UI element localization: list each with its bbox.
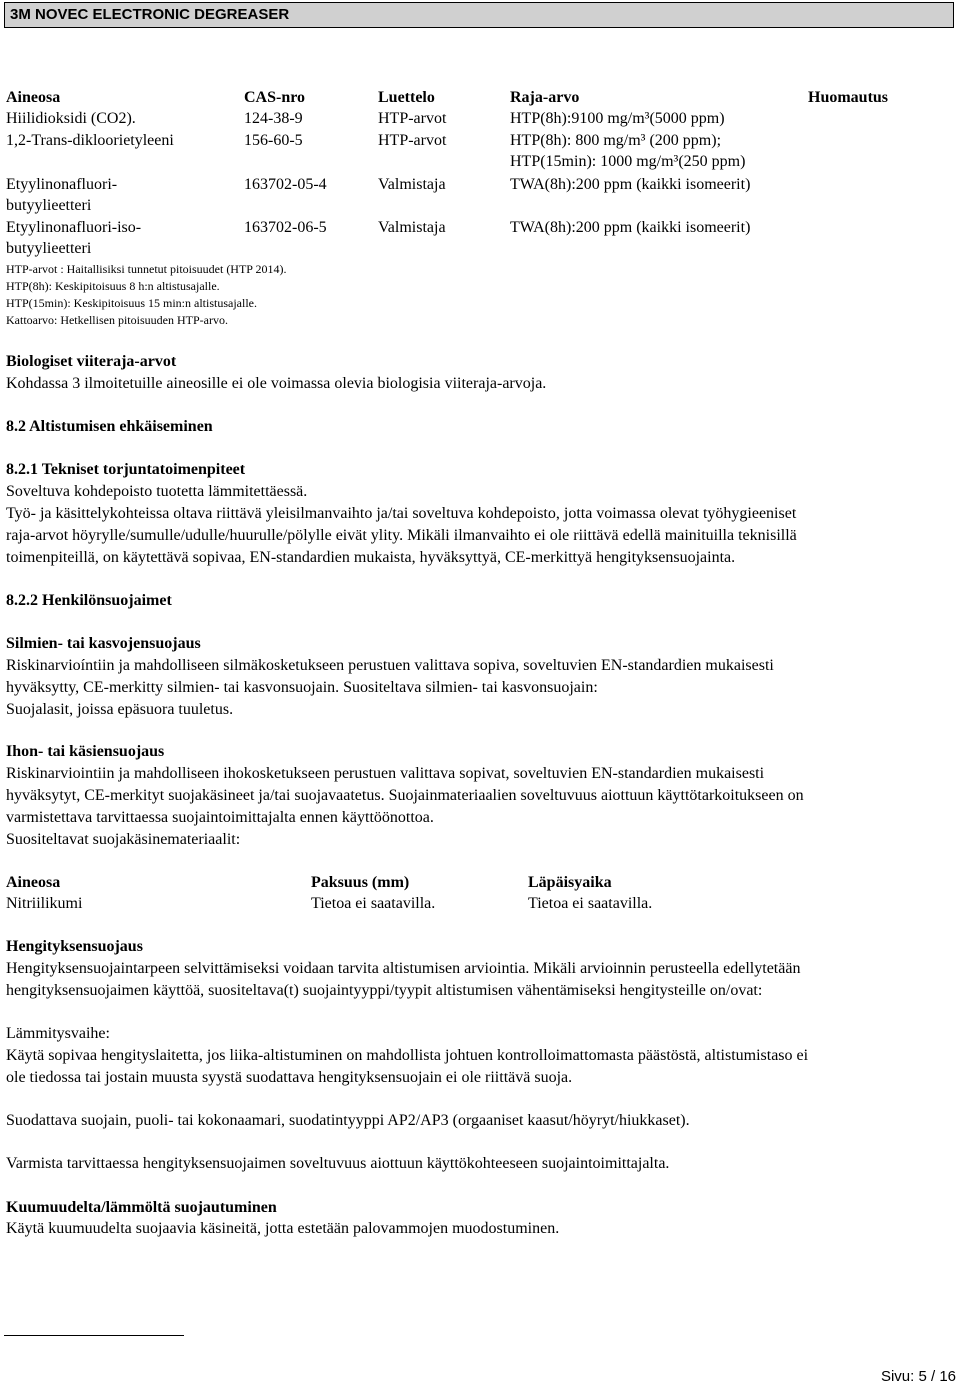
table-cell-ingredient: butyylieetteri: [6, 197, 92, 214]
column-header-material: Aineosa: [6, 874, 61, 891]
column-header-thickness: Paksuus (mm): [311, 874, 410, 891]
paragraph-line: toimenpiteillä, on käytettävä sopivaa, EN-standardien mukaista, hyväksyttyä, CE-merkittyä hengityksensuojainta.: [6, 549, 736, 566]
table-note: Kattoarvo: Hetkellisen pitoisuuden HTP-arvo.: [6, 313, 228, 327]
section-title-bio: Biologiset viiteraja-arvot: [6, 353, 177, 370]
paragraph-line: varmistettava tarvittaessa suojaintoimittajalta ennen käyttöönottoa.: [6, 809, 434, 826]
section-title-8-2-2: 8.2.2 Henkilönsuojaimet: [6, 592, 172, 609]
heating-label: Lämmitysvaihe:: [6, 1025, 110, 1042]
paragraph-line: hyväksytty, CE-merkitty silmien- tai kasvonsuojain. Suositeltava silmien- tai kasvonsuojain:: [6, 679, 598, 696]
paragraph-line: raja-arvot höyrylle/sumulle/udulle/huurulle/pölylle eivät ylity. Mikäli ilmanvaihto ei ole riittävä edellä mainituilla teknisillä: [6, 527, 797, 544]
column-header-limit: Raja-arvo: [510, 89, 580, 106]
paragraph-line: hyväksytyt, CE-merkityt suojakäsineet ja/tai suojavaatetus. Suojainmateriaalien soveltuvuus aiottuun käyttötarkoitukseen on: [6, 787, 804, 804]
table-cell-list: HTP-arvot: [378, 110, 447, 127]
section-title-8-2-1: 8.2.1 Tekniset torjuntatoimenpiteet: [6, 461, 246, 478]
table-cell-thickness: Tietoa ei saatavilla.: [311, 895, 436, 912]
table-cell-limit: HTP(8h): 800 mg/m³ (200 ppm);: [510, 132, 722, 149]
document-title: 3M NOVEC ELECTRONIC DEGREASER: [10, 6, 290, 23]
paragraph-line: Suositeltavat suojakäsinemateriaalit:: [6, 831, 241, 848]
table-cell-material: Nitriilikumi: [6, 895, 83, 912]
table-cell-cas: 124-38-9: [244, 110, 303, 127]
paragraph-line: Soveltuva kohdepoisto tuotetta lämmitettäessä.: [6, 483, 308, 500]
subsection-title-skin: Ihon- tai käsiensuojaus: [6, 743, 165, 760]
page-number: Sivu: 5 / 16: [880, 1368, 956, 1385]
paragraph-line: Riskinarviointiin ja mahdolliseen ihokosketukseen perustuen valittava sopivat, soveltuvien EN-standardien mukaisesti: [6, 765, 765, 782]
table-cell-ingredient: Etyylinonafluori-iso-: [6, 219, 142, 236]
paragraph-line: Riskinarvioíntiin ja mahdolliseen silmäkosketukseen perustuen valittava sopiva, soveltuvien EN-standardien mukaisesti: [6, 657, 774, 674]
paragraph-line: Hengityksensuojaintarpeen selvittämiseksi voidaan tarvita altistumisen arviointia. Mikäli arvioinnin perusteella edellytetään: [6, 960, 801, 977]
subsection-title-eye: Silmien- tai kasvojensuojaus: [6, 635, 201, 652]
column-header-note: Huomautus: [808, 89, 889, 106]
table-cell-breakthrough: Tietoa ei saatavilla.: [528, 895, 653, 912]
column-header-ingredient: Aineosa: [6, 89, 61, 106]
table-cell-limit: HTP(8h):9100 mg/m³(5000 ppm): [510, 110, 725, 127]
subsection-title-respiratory: Hengityksensuojaus: [6, 938, 143, 955]
section-title-8-2: 8.2 Altistumisen ehkäiseminen: [6, 418, 213, 435]
table-cell-cas: 163702-05-4: [244, 176, 327, 193]
subsection-title-thermal: Kuumuudelta/lämmöltä suojautuminen: [6, 1199, 277, 1216]
paragraph: Käytä kuumuudelta suojaavia käsineitä, jotta estetään palovammojen muodostuminen.: [6, 1220, 560, 1237]
column-header-cas: CAS-nro: [244, 89, 306, 106]
column-header-breakthrough: Läpäisyaika: [528, 874, 612, 891]
paragraph-line: Suojalasit, joissa epäsuora tuuletus.: [6, 701, 234, 718]
paragraph: Kohdassa 3 ilmoitetuille aineosille ei ole voimassa olevia biologisia viiteraja-arvoja.: [6, 375, 547, 392]
table-cell-cas: 163702-06-5: [244, 219, 327, 236]
paragraph-line: Työ- ja käsittelykohteissa oltava riittävä yleisilmanvaihto ja/tai soveltuva kohdepoisto, jotta voimassa olevat työhygieeniset: [6, 505, 797, 522]
table-cell-ingredient: Etyylinonafluori-: [6, 176, 118, 193]
table-note: HTP(15min): Keskipitoisuus 15 min:n altistusajalle.: [6, 296, 257, 310]
table-note: HTP(8h): Keskipitoisuus 8 h:n altistusajalle.: [6, 279, 220, 293]
table-cell-list: Valmistaja: [378, 176, 446, 193]
table-cell-list: Valmistaja: [378, 219, 446, 236]
table-cell-ingredient: Hiilidioksidi (CO2).: [6, 110, 136, 127]
paragraph: Varmista tarvittaessa hengityksensuojaimen soveltuvuus aiottuun käyttökohteeseen suojaintoimittajalta.: [6, 1155, 670, 1172]
document-header: [4, 2, 954, 28]
paragraph-line: hengityksensuojaimen käyttöä, suositeltava(t) suojaintyyppi/tyypit altistumisen vähentämiseksi hengitysteille on/ovat:: [6, 982, 763, 999]
column-header-list: Luettelo: [378, 89, 435, 106]
table-cell-list: HTP-arvot: [378, 132, 447, 149]
paragraph-line: Käytä sopivaa hengityslaitetta, jos liika-altistuminen on mahdollista johtuen kontrolloimattomasta päästöstä, altistumistaso ei: [6, 1047, 809, 1064]
table-note: HTP-arvot : Haitallisiksi tunnetut pitoisuudet (HTP 2014).: [6, 262, 287, 276]
table-cell-limit: HTP(15min): 1000 mg/m³(250 ppm): [510, 153, 746, 170]
table-cell-ingredient: 1,2-Trans-dikloorietyleeni: [6, 132, 174, 149]
table-cell-limit: TWA(8h):200 ppm (kaikki isomeerit): [510, 176, 751, 193]
paragraph: Suodattava suojain, puoli- tai kokonaamari, suodatintyyppi AP2/AP3 (orgaaniset kaasut/höyryt/hiukkaset).: [6, 1112, 690, 1129]
paragraph-line: ole tiedossa tai jostain muusta syystä suodattava hengityksensuojain ei ole riittävä suoja.: [6, 1069, 573, 1086]
table-cell-limit: TWA(8h):200 ppm (kaikki isomeerit): [510, 219, 751, 236]
table-cell-cas: 156-60-5: [244, 132, 303, 149]
table-cell-ingredient: butyylieetteri: [6, 240, 92, 257]
footer-divider: [4, 1335, 184, 1336]
